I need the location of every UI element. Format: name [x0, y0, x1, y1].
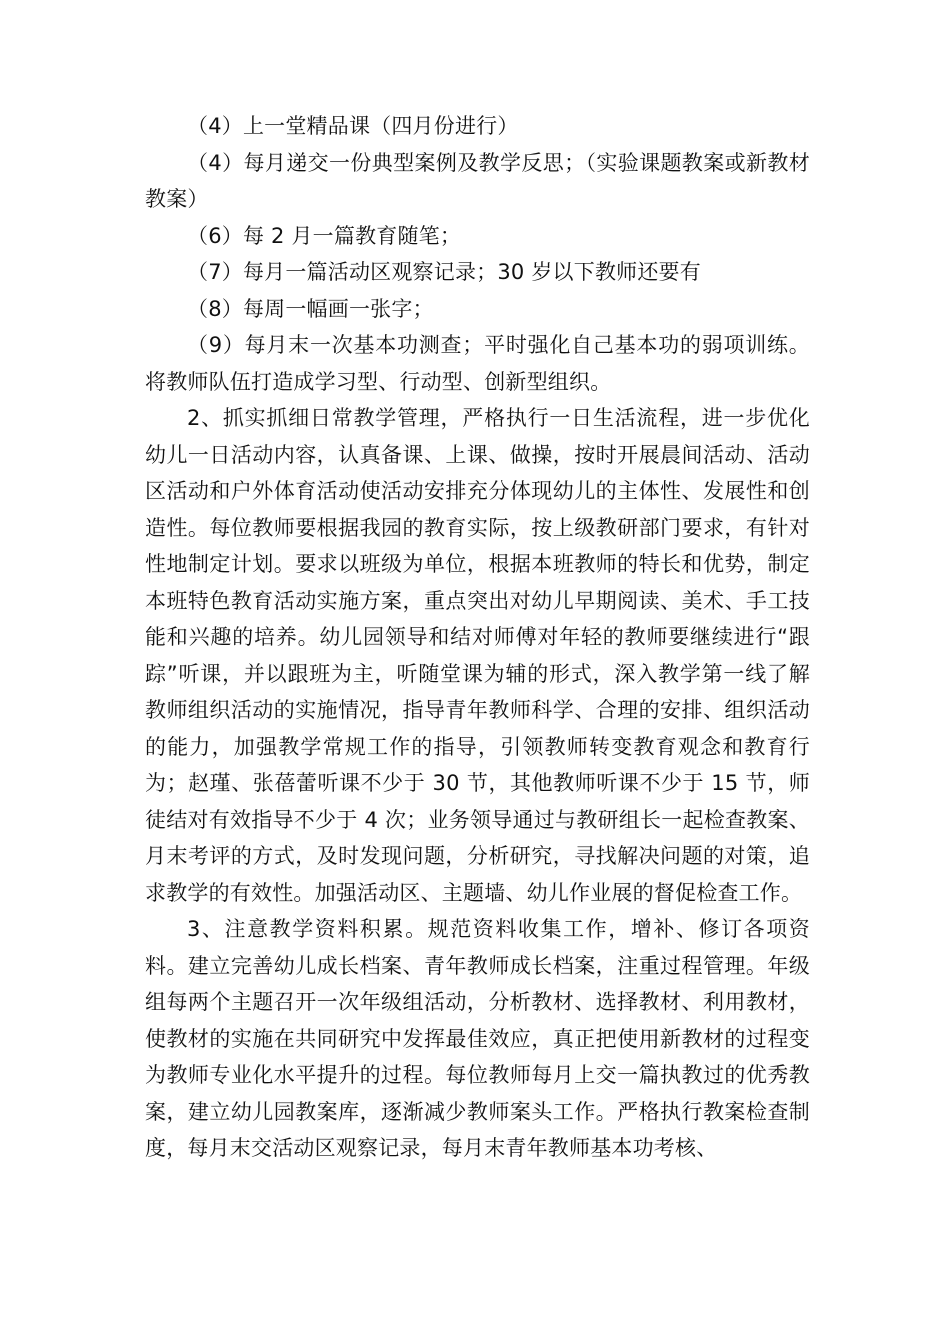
paragraph-item-7: （7）每月一篇活动区观察记录；30 岁以下教师还要有 [187, 260, 701, 284]
paragraph-item-4a: （4）上一堂精品课（四月份进行） [187, 114, 519, 138]
paragraph-section-3: 3、注意教学资料积累。规范资料收集工作，增补、修订各项资料。建立完善幼儿成长档案、青年教师成长档案，注重过程管理。年级组每两个主题召开一次年级组活动，分析教材、选择教材、利用教材，使教材的实施在共同研究中发挥最佳效应，真正把使用新教材的过程变为教师专业化水平提升的过程。每位教师每月上交一篇执教过的优秀教案，建立幼儿园教案库，逐渐减少教师案头工作。严格执行教案检查制度，每月末交活动区观察记录，每月末青年教师基本功考核、 [145, 917, 810, 1160]
paragraph-item-9: （9）每月末一次基本功测查；平时强化自己基本功的弱项训练。将教师队伍打造成学习型、行动型、创新型组织。 [145, 333, 810, 394]
paragraph-item-6: （6）每 2 月一篇教育随笔； [187, 223, 462, 248]
paragraph-section-2: 2、抓实抓细日常教学管理，严格执行一日生活流程，进一步优化幼儿一日活动内容，认真备课、上课、做操，按时开展晨间活动、活动区活动和户外体育活动使活动安排充分体现幼儿的主体性、发展性和创造性。每位教师要根据我园的教育实际，按上级教研部门要求，有针对性地制定计划。要求以班级为单位，根据本班教师的特长和优势，制定本班特色教育活动实施方案，重点突出对幼儿早期阅读、美术、手工技能和兴趣的培养。幼儿园领导和结对师傅对年轻的教师要继续进行“跟踪”听课，并以跟班为主，听随堂课为辅的形式，深入教学第一线了解教师组织活动的实施情况，指导青年教师科学、合理的安排、组织活动的能力，加强教学常规工作的指导，引领教师转变教育观念和教育行为；赵瑾、张蓓蕾听课不少于 30 节，其他教师听课不少于 15 节，师徒结对有效指导不少于 4 次；业务领导通过与教研组长一起检查教案、月末考评的方式，及时发现问题，分析研究，寻找解决问题的对策，追求教学的有效性。加强活动区、主题墙、幼儿作业展的督促检查工作。 [145, 406, 810, 905]
paragraph-item-4b: （4）每月递交一份典型案例及教学反思；（实验课题教案或新教材教案） [145, 150, 810, 211]
paragraph-item-8: （8）每周一幅画一张字； [187, 296, 434, 321]
document-body [145, 108, 810, 1167]
